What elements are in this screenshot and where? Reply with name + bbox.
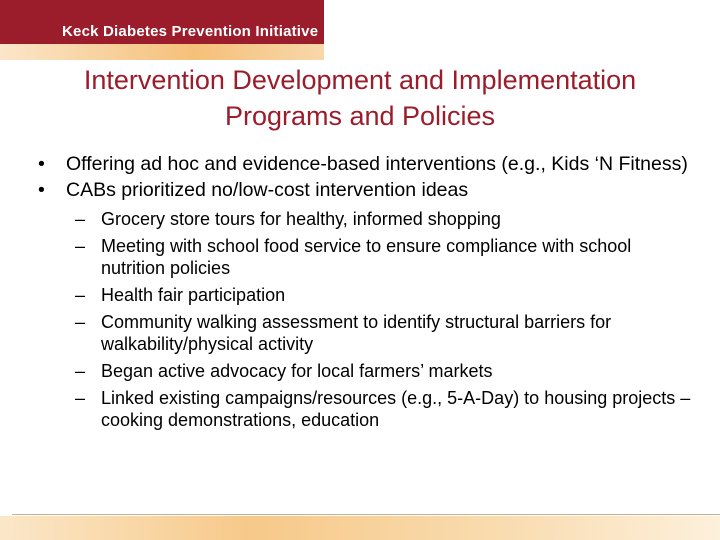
sub-bullet-text: Health fair participation — [101, 285, 286, 305]
sub-bullet-item — [38, 360, 698, 382]
sub-bullet-text: Grocery store tours for healthy, informed shopping — [101, 209, 501, 229]
sub-bullet-marker: – — [75, 388, 86, 408]
sub-bullet-item — [38, 208, 698, 230]
bullet-marker: • — [38, 179, 45, 201]
bullet-marker: • — [38, 153, 45, 175]
sub-bullet-marker: – — [75, 209, 86, 229]
slide-body — [38, 152, 698, 436]
sub-bullet-item — [38, 284, 698, 306]
sub-bullet-item — [38, 235, 698, 279]
sub-bullet-text: Meeting with school food service to ensure compliance with school nutrition policies — [101, 236, 632, 278]
slide-title-line-1: Intervention Development and Implementation — [83, 65, 637, 95]
sub-bullet-list — [38, 208, 698, 431]
footer-divider — [12, 514, 720, 515]
slide-title-line-2: Programs and Policies — [224, 101, 496, 131]
bullet-text: CABs prioritized no/low-cost intervention ideas — [66, 179, 469, 201]
banner-title: Keck Diabetes Prevention Initiative — [62, 23, 319, 40]
sub-bullet-text: Began active advocacy for local farmers’ markets — [101, 361, 493, 381]
sub-bullet-marker: – — [75, 312, 86, 332]
sub-bullet-text: Linked existing campaigns/resources (e.g., 5-A-Day) to housing projects – cooking demonstrations, education — [101, 388, 691, 430]
banner-accent-stripe — [0, 44, 324, 60]
footer-accent-bar — [0, 516, 720, 540]
sub-bullet-item — [38, 387, 698, 431]
sub-bullet-marker: – — [75, 361, 86, 381]
sub-bullet-text: Community walking assessment to identify structural barriers for walkability/physical activity — [101, 312, 612, 354]
bullet-item — [38, 152, 698, 176]
header-banner — [0, 0, 324, 44]
sub-bullet-marker: – — [75, 236, 86, 256]
bullet-text: Offering ad hoc and evidence-based interventions (e.g., Kids ‘N Fitness) — [66, 153, 688, 175]
sub-bullet-item — [38, 311, 698, 355]
bullet-item — [38, 178, 698, 202]
slide-title — [0, 62, 720, 134]
sub-bullet-marker: – — [75, 285, 86, 305]
